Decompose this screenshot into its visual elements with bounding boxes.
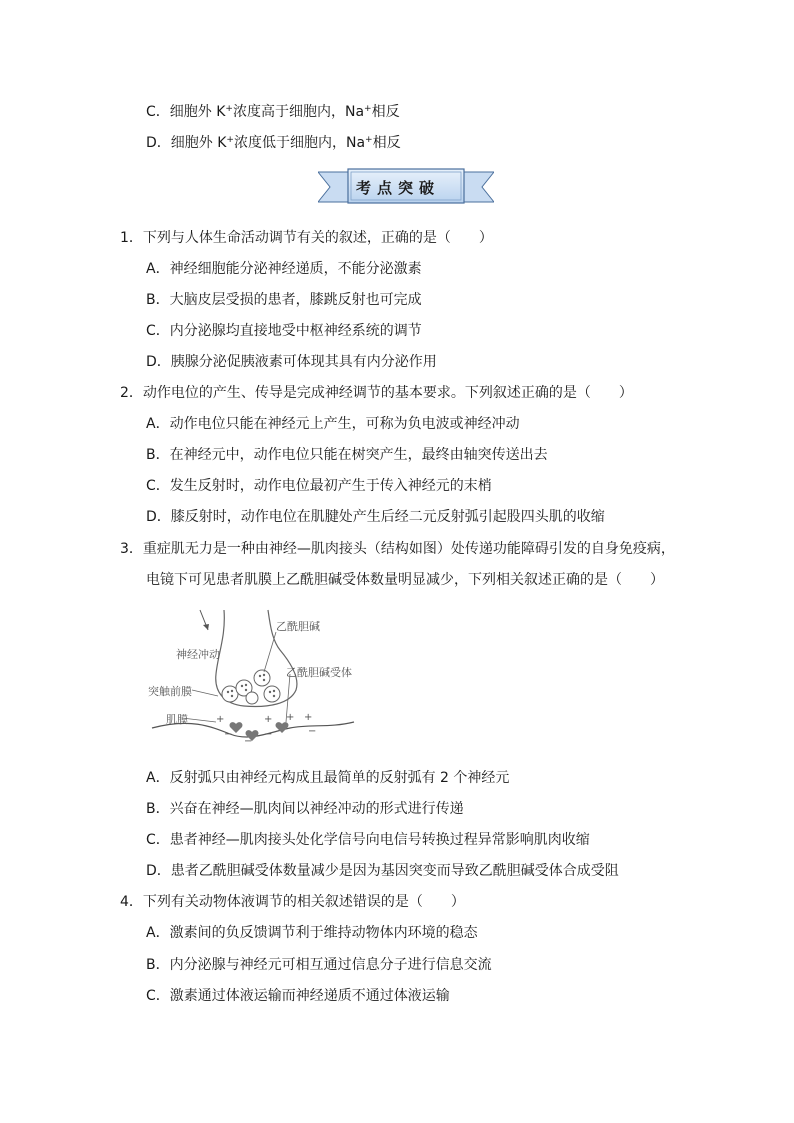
q4-option-b: B．内分泌腺与神经元可相互通过信息分子进行信息交流 bbox=[146, 957, 492, 973]
label-ach-receptor: 乙酰胆碱受体 bbox=[286, 666, 352, 679]
acetylcholine-receptors bbox=[230, 722, 289, 741]
q4-option-c: C．激素通过体液运输而神经递质不通过体液运输 bbox=[146, 988, 450, 1004]
q2-option-b: B．在神经元中，动作电位只能在树突产生，最终由轴突传送出去 bbox=[146, 447, 548, 463]
svg-text:−: − bbox=[224, 729, 233, 740]
question-3-stem-cont: 电镜下可见患者肌膜上乙酰胆碱受体数量明显减少，下列相关叙述正确的是（ ） bbox=[146, 572, 664, 588]
q2-option-d: D．膝反射时，动作电位在肌腱处产生后经二元反射弧引起股四头肌的收缩 bbox=[146, 509, 605, 525]
label-nerve-impulse: 神经冲动 bbox=[176, 648, 220, 661]
synaptic-vesicles bbox=[222, 670, 280, 704]
svg-text:+: + bbox=[264, 714, 273, 725]
svg-text:−: − bbox=[264, 729, 273, 740]
question-3-stem: 3．重症肌无力是一种由神经—肌肉接头（结构如图）处传递功能障碍引发的自身免疫病， bbox=[120, 541, 675, 557]
label-leaders bbox=[182, 632, 290, 722]
q3-option-a: A．反射弧只由神经元构成且最简单的反射弧有 2 个神经元 bbox=[146, 770, 510, 786]
q1-option-c: C．内分泌腺均直接地受中枢神经系统的调节 bbox=[146, 323, 422, 339]
q2-option-a: A．动作电位只能在神经元上产生，可称为负电波或神经冲动 bbox=[146, 416, 520, 432]
svg-text:+: + bbox=[304, 712, 313, 723]
q2-option-c: C．发生反射时，动作电位最初产生于传入神经元的末梢 bbox=[146, 478, 492, 494]
svg-text:+: + bbox=[286, 712, 295, 723]
membrane-charges bbox=[216, 712, 316, 747]
label-presynaptic-membrane: 突触前膜 bbox=[148, 685, 192, 698]
impulse-arrow-head bbox=[203, 624, 209, 630]
section-banner-title: 考点突破 bbox=[355, 179, 440, 197]
label-acetylcholine: 乙酰胆碱 bbox=[276, 620, 320, 633]
prev-option-c: C．细胞外 K+浓度高于细胞内，Na+相反 bbox=[146, 104, 400, 120]
q3-option-d: D．患者乙酰胆碱受体数量减少是因为基因突变而导致乙酰胆碱受体合成受阻 bbox=[146, 863, 619, 879]
q1-option-d: D．胰腺分泌促胰液素可体现其具有内分泌作用 bbox=[146, 354, 437, 370]
svg-text:−: − bbox=[244, 736, 253, 747]
svg-text:+: + bbox=[216, 714, 225, 725]
svg-text:−: − bbox=[308, 726, 317, 737]
question-2-stem: 2．动作电位的产生、传导是完成神经调节的基本要求。下列叙述正确的是（ ） bbox=[120, 385, 633, 401]
label-muscle-membrane: 肌膜 bbox=[166, 713, 188, 726]
q1-option-a: A．神经细胞能分泌神经递质，不能分泌激素 bbox=[146, 261, 422, 277]
q4-option-a: A．激素间的负反馈调节利于维持动物体内环境的稳态 bbox=[146, 925, 478, 941]
neuromuscular-junction-figure bbox=[140, 606, 380, 748]
q3-option-c: C．患者神经—肌肉接头处化学信号向电信号转换过程异常影响肌肉收缩 bbox=[146, 832, 590, 848]
q3-option-b: B．兴奋在神经—肌肉间以神经冲动的形式进行传递 bbox=[146, 801, 464, 817]
question-4-stem: 4．下列有关动物体液调节的相关叙述错误的是（ ） bbox=[120, 894, 465, 910]
question-1-stem: 1．下列与人体生命活动调节有关的叙述，正确的是（ ） bbox=[120, 230, 493, 246]
prev-option-d: D．细胞外 K+浓度低于细胞内，Na+相反 bbox=[146, 135, 401, 151]
q1-option-b: B．大脑皮层受损的患者，膝跳反射也可完成 bbox=[146, 292, 422, 308]
